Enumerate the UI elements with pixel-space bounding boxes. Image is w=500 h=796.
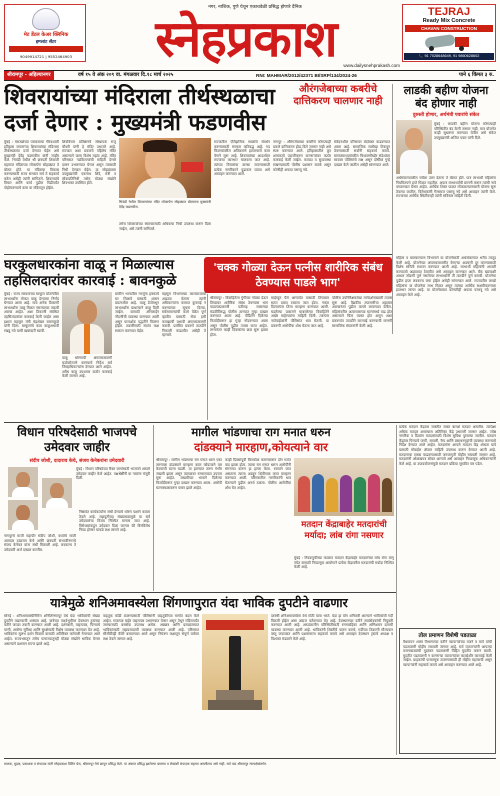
legislative-headline: विधान परिषदेसाठी भाजपचे उमेदवार जाहीर xyxy=(17,425,137,454)
side-headline: औरंगजेबाच्या कबरीचे दात्तिकरण चालणार नाही xyxy=(293,84,383,107)
second-headline-2: तहसिलदारांवर कारवाई : बावनकुळे xyxy=(4,273,177,289)
legislative-subheadline: संदीप जोशी, दादाराव केचे, संजय केनेकरांना उमेदवारी xyxy=(29,459,125,464)
yatra-headline: यात्रेमुळे शनिअमावस्येला शिंगणापुरात यंदा भाविक दुपटीने वाढणार xyxy=(50,595,348,610)
dispute-headline-1: मागील भांडणाचा राग मनात धरुन xyxy=(191,425,331,439)
dateline-issue: वर्ष १५ वे अंक २०९ वा. मंगळवार दि.१८ मार्च २०२५ xyxy=(78,72,174,78)
lead-text-col-4: राज्यातील ऐतिहासिक स्थळांचे संवर्धन करण्यासाठी सरकार कटिबद्ध आहे. गड किल्ल्यांवरील अतिक्रमणे हटवण्याचे काम वेगाने सुरू आहे. शिवरायांच्या आदर्शावर राज्याचा कारभार चालवला जात आहे. त्यांच्या विचारांचा वारसा जपण्यासाठी प्रत्येक नागरिकाने पुढाकार घ्यावा असे आवाहन करण्यात आले. xyxy=(214,140,270,177)
dateline-place: श्रीरामपूर - अहिल्यानगर xyxy=(4,71,54,80)
dispute-text-1: श्रीरामपूर : मागील भांडणाचा राग मनात धरुन एका तरुणाला दांडक्याने मारहाण करत कोयत्याने वार केल्याची घटना घडली. या हल्ल्यात तरुण गंभीर जखमी झाला असून त्याच्यावर रुग्णालयात उपचार सुरू आहेत. जखमीच्या भावाने दिलेल्या फिर्यादीवरून गुन्हा दाखल करण्यात आला. आरोपी घटनास्थळावरून पसार झाले आहेत. xyxy=(156,458,222,490)
lead-headline-2: दर्जा देणार : मुख्यमंत्री फडणवीस xyxy=(4,110,266,136)
yatra-text-1: सोनई : शनिअमावस्येनिमित्त शनिशिंगणापूर येथे यंदा भाविकांची संख्या दुपटीने वाढण्याची शक्यता आहे. यात्रेच्या पार्श्वभूमीवर देवस्थान ट्रस्टच्या वतीने जय्यत तयारी करण्यात आली आहे. दर्शनबारी, वाहनतळ, पिण्याचे पाणी, आरोग्य सुविधा आणि सुरक्षेसाठी विशेष व्यवस्था करण्यात येत आहे. भाविकांना सुलभ दर्शन मिळावे यासाठी अतिरिक्त कर्मचारी नेमण्यात आले आहेत. राज्यभरातून तसेच परराज्यातूनही मोठ्या संख्येने भाविक येणार असल्याने प्रशासन सज्ज झाले आहे. xyxy=(4,614,100,646)
candidate-photo-1 xyxy=(8,467,38,497)
crime-text-3: पोलीस उपनिरीक्षकांच्या मार्गदर्शनाखाली तपास सुरू आहे. वैद्यकीय तपासणीचा अहवाल आल्यानंतर पुढील कलमे लावण्यात येतील. महिलांवरील अत्याचाराच्या घटनांमध्ये वाढ होत असल्याने चिंता व्यक्त होत असून अशा प्रकरणांत तातडीने कारवाई करण्याची मागणी सामाजिक संघटनांनी केली आहे. xyxy=(332,296,392,328)
lead-text-col-3: तसेच शिवरायांच्या स्मारकासाठी अधिकचा निधी उपलब्ध करून दिला जाईल, असे त्यांनी सांगितले. xyxy=(119,222,211,231)
second-headline-1: घरकुलधारकांना वाळू न मिळाल्यास xyxy=(4,257,174,273)
right-text-3: महिला व बालकल्याण विभागाने या योजनेसाठी अर्थसंकल्पात भरीव तरतूद केली आहे. योजनेच्या अंमलबजावणीत येणाऱ्या अडचणी दूर करण्यासाठी विशेष समिती स्थापन करण्यात आली आहे. लाभार्थी महिलांनी आपली कागदपत्रे अद्ययावत ठेवावीत असे आवाहन करण्यात आले. बँक खात्याशी आधार जोडणी पूर्ण नसलेल्या लाभार्थ्यांनी ती तातडीने पूर्ण करावी. योजनेचा पुढील हप्ता लवकरच जमा होईल असेही सांगण्यात आले. राज्यातील लाखो महिलांना या योजनेचा लाभ मिळत असून त्यांच्या आर्थिक सक्षमीकरणाला हातभार लागत आहे. या योजनेबाबत कोणतीही अफवा पसरवू नये असे आवाहन केले आहे. xyxy=(396,256,496,297)
left-ad-title: मेट डेंटल केअर क्लिनिक xyxy=(23,32,69,38)
second-text-1: मुंबई : राज्य सरकारच्या घरकुल योजनेतील लाभार्थ्यांना मोफत वाळू देण्याचा निर्णय घेण्यात आला आहे. मात्र अनेक ठिकाणी लाभार्थ्यांना वाळू मिळत नसल्याच्या तक्रारी आल्या आहेत. अशा ठिकाणी संबंधित तहसिलदारांवर कारवाई केली जाईल असा इशारा महसूल मंत्री चंद्रशेखर बावनकुळे यांनी दिला. घरकुलांचे काम वाळूअभावी रखडू नये याची खबरदारी घ्यावी. xyxy=(4,292,59,333)
cm-photo-caption: भिवंडी येथील शिवरायांच्या मंदिर लोकार्पण सोहळ्यात बोलताना मुख्यमंत्री देवेंद्र फडणवीस. xyxy=(119,200,211,209)
dateline-rni: RNI: MAHMAR/2012/42371 BI/SRP/134/2024-26 xyxy=(256,73,357,78)
right-ad-line2: CHAVAN CONSTRUCTION xyxy=(405,25,493,32)
crime-text-2: माहेरहून पैसे आणावेत यासाठी तिच्यावर सतत दबाव टाकला जात होता. नकार दिल्यानंतर तिला मारहाण करण्यात आली. घडलेल्या प्रकाराने घाबरलेल्या विवाहितेने अखेर माहेरच्यांना माहिती दिली. त्यानंतर नातेवाईकांनी पोलिसांत धाव घेतली. या प्रकरणी आरोपींचा शोध घेतला जात आहे. xyxy=(271,296,329,328)
lead-text-col-2: शिवविचार प्रतिष्ठानचे संस्थापक राजू चौधरी यांनी हे मंदिर उभारले आहे. राज्यात अशा प्रकारचे पहिलेच मंदिर असल्याने याला विशेष महत्व आहे. मंदिर परिसरात गडकिल्ल्यांची माहिती देणारे दालन उभारण्यात येणार असून त्यासाठी निधी देण्यात येईल. या सोहळ्याला उपमुख्यमंत्री एकनाथ शिंदे, मंत्री व लोकप्रतिनिधी तसेच मोठ्या संख्येने शिवभक्त उपस्थित होते. xyxy=(62,140,116,186)
lead-text-col-1: मुंबई : मराठ्यांच्या पराक्रमाचा गौरवशाली इतिहास जपणाऱ्या शिवरायांच्या मंदिराला तीर्थस्थळाचा दर्जा देण्यात येईल असे मुख्यमंत्री देवेंद्र फडणवीस यांनी जाहीर केले. भिवंडी येथील श्री छत्रपती शिवाजी महाराज मंदिराच्या लोकार्पण सोहळ्यात ते बोलत होते. या मंदिराचा विकास करण्यासाठी राज्य सरकार सर्व ते सहकार्य करेल असेही त्यांनी सांगितले. शिवरायांचे विचार आणि कार्य पुढील पिढीपर्यंत पोहोचवण्याचे काम या मंदिरातून होईल. xyxy=(4,140,59,190)
legislative-text-2: नागपूरचे माजी महापौर संदीप जोशी, वर्ध्याचे माजी आमदार दादाराव केचे आणि छत्रपती संभाजीनगरचे संजय केनेकर यांना संधी मिळाली आहे. लवकरच ते उमेदवारी अर्ज दाखल करतील. xyxy=(4,534,76,552)
candidate-photo-2 xyxy=(8,500,38,530)
dispute-headline-2: दांडक्याने मारहाण,कोयत्याने वार xyxy=(194,440,328,454)
yatra-text-2: वाहतूक कोंडी टाळण्यासाठी पोलिसांनी वाहतुकीच्या मार्गात बदल केले आहेत. गावाच्या बाहेर वाहनतळ उभारण्यात येणार असून तेथून मंदिरापर्यंत जाण्यासाठी बससेवा उपलब्ध असेल. अन्नछत्र आणि प्रसादालयात भाविकांसाठी महाप्रसादाची व्यवस्था करण्यात आली आहे. परिसरात सीसीटीव्ही कॅमेरे बसवण्यात आले असून नियंत्रण कक्षातून संपूर्ण यात्रेवर लक्ष ठेवले जाणार आहे. xyxy=(103,614,199,641)
right-ad-brand: TEJRAJ xyxy=(427,6,471,18)
second-text-4: महसूल विभागाच्या कामकाजाचा आढावा घेताना त्यांनी अधिकाऱ्यांना कामात कुचराई न करण्याच्या सूचना दिल्या. सर्वसामान्यांची कामे वेळेत पूर्ण व्हावीत यासाठी सेवा हमी कायद्याची प्रभावी अंमलबजावणी करावी. प्रलंबित प्रकरणे तातडीने निकाली काढावीत असेही ते म्हणाले. xyxy=(162,292,206,338)
yatra-text-3: दरवर्षी शनिअमावस्येला येथे मोठी यात्रा भरते. यंदा हा योग शनिवारी आल्याने भाविकांची गर्दी विक्रमी होईल असा अंदाज वर्तवण्यात येत आहे. देवस्थानच्या वतीने स्वयंसेवकांची नियुक्ती करण्यात आली आहे. आपत्कालीन परिस्थितीसाठी रुग्णवाहिका आणि अग्निशमन दलाची व्यवस्था करण्यात आली आहे. भाविकांनी शिस्तीचे पालन करावे, गर्दीच्या ठिकाणी मौल्यवान वस्तू जपाव्यात आणि प्रशासनाला सहकार्य करावे असे आवाहन देवस्थान ट्रस्टचे अध्यक्ष व विश्वस्त मंडळाने केले आहे. xyxy=(271,614,393,641)
legislative-text-3: निष्ठावंत कार्यकर्त्यांना संधी देण्याचे धोरण पक्षाने कायम ठेवले आहे. महायुतीच्या संख्याबळामुळे या सर्व उमेदवारांचा विजय निश्चित मानला जात आहे. विरोधकांकडून उमेदवार दिला जाणार की बिनविरोध निवड होणार याकडे लक्ष लागले आहे. xyxy=(79,510,150,533)
right-ad-line1: Ready Mix Concrete xyxy=(422,18,476,24)
quote-banner-text: 'चक्क गोळ्या देऊन पत्नीस शारीरिक संबंध ठेवण्यास पाडले भाग' xyxy=(213,261,383,289)
right-text-2: अर्थसंकल्पावरील चर्चेला उत्तर देताना ते बोलत होते. पात्र लाभार्थी महिलांना नियमितपणे हप्ते मिळत राहतील. अपात्र लाभार्थ्यांची छाननी करून त्यांची नावे वगळण्यात येणार आहेत. आर्थिक शिस्त पाळत लोककल्याणकारी योजना सुरू ठेवल्या जातील, विरोधकांनी गैरसमज पसरवू नये असे आवाहन त्यांनी केले. राज्याच्या आर्थिक स्थितीवरही त्यांनी सविस्तर माहिती दिली. xyxy=(396,176,496,199)
tooth-icon xyxy=(32,8,60,30)
second-text-3: ग्रामीण भागातील गरजूंना हक्काचे घर मिळावे यासाठी शासन प्रयत्नशील आहे. वाळू डेपोमधून लाभार्थ्यांना प्राधान्याने वाळू दिली जाईल. यासाठी ऑनलाईन नोंदणीची व्यवस्था करण्यात आली असून पारदर्शक पद्धतीने वितरण होईल. तक्रारींसाठी स्वतंत्र कक्ष स्थापन करण्यात येईल. xyxy=(115,292,159,333)
right-text-1: मुंबई : लाडकी बहीण योजना कोणत्याही परिस्थितीत बंद केली जाणार नाही, मात्र योजनेत काही सुधारणा करण्यात येतील असे संकेत उपमुख्यमंत्री अजित पवार यांनी दिले. xyxy=(434,122,496,140)
left-ad-sub: इम्प्लांट सेंटर xyxy=(35,40,57,45)
dateline-pages: पाने ६ किंमत ३ रु. xyxy=(459,72,494,78)
left-ad-phone: 9049914721 | 9552464903 xyxy=(19,54,72,59)
crime-text-1: श्रीरामपूर : विवाहितेला गुंगीच्या गोळ्या देऊन तिच्यावर शारीरिक संबंध ठेवण्यास भाग पाडल्याप्रकरणी पतीसह सासरच्या मंडळींविरुद्ध पोलीस ठाण्यात गुन्हा दाखल करण्यात आला आहे. पीडितेने दिलेल्या फिर्यादीवरून हा गुन्हा नोंदवण्यात आला असून पोलीस पुढील तपास करत आहेत. लग्नानंतर काही दिवसांतच छळ सुरू झाला होता. xyxy=(210,296,268,337)
lead-headline-1: शिवरायांच्या मंदिराला तीर्थस्थळाचा xyxy=(4,84,275,110)
right-ad-phone: 📞 91 7028648649, 91 9860628602 xyxy=(404,53,494,60)
lead-text-col-5: नागपूर : औरंगजेबाच्या कबरीचे कोणत्याही प्रकारे दात्तिकरण होऊ दिले जाणार नाही असे स्पष्ट करण्यात आले. इतिहासातील क्रूर शासकाचे उदात्तीकरण करणाऱ्यांवर कठोर कारवाई केली जाईल. कायदा व सुव्यवस्था राखण्यासाठी पोलीस प्रशासन सतर्क असून कोणीही अफवा पसरवू नये. xyxy=(273,140,331,172)
notice-text: वैधमापन शास्त्र विभागाच्या वतीने व्यापाऱ्यांच्या वजने व मापे यांची पडताळणी मोहीम राबवली जाणार आहे. सर्व व्यापाऱ्यांनी आपल्या वजनकाट्यांची मुद्रांकन पडताळणी विहित मुदतीत करून घ्यावी. मुदतीत पडताळणी न करणाऱ्या व्यापाऱ्यांवर कायदेशीर कारवाई केली जाईल. ग्राहकांची फसवणूक टाळण्यासाठी ही मोहीम महत्त्वाची असून व्यापाऱ्यांनी सहकार्य करावे असे आवाहन करण्यात आले आहे. xyxy=(403,640,492,667)
notice-title: तोल प्रमाणन विशेषी पडताळा xyxy=(418,633,477,639)
website: www.dailysnehprakash.com xyxy=(343,63,400,68)
bawankule-photo xyxy=(62,292,112,354)
queue-text-2: प्रत्येक मतदान केंद्रावर जास्तीत जास्त बाराशे मतदार असतील. त्यापेक्षा अधिक मतदार असल्यास अतिरिक्त केंद्रे उभारली जाणार आहेत. ज्येष्ठ नागरिक व दिव्यांग मतदारांसाठी विशेष सुविधा पुरवल्या जातील. मतदान केंद्रांवर पिण्याचे पाणी, सावली, रॅम्प आणि प्रसाधनगृहांची व्यवस्था करण्याचे निर्देश देण्यात आले आहेत. मतदारांना आपले मतदान केंद्र शोधता यावे यासाठी मोबाईल ॲपवर माहिती उपलब्ध करून देण्यात आली आहे. मतदानाचा टक्का वाढवण्यासाठी जनजागृती मोहीम राबवली जाणार आहे. मतदारांनी ओळखपत्र सोबत आणावे असे आवाहन निवडणूक अधिकाऱ्यांनी केले आहे. या उपाययोजनांमुळे मतदान प्रक्रिया सुरळीत पार पडेल. xyxy=(399,425,496,466)
footer-imprint: मालक, मुद्रक, प्रकाशक व संपादक यांनी स्नेहप्रकाश प्रिंटिंग प्रेस, श्रीरामपूर येथे छापून प्रसिद्ध केले. या अंकात प्रसिद्ध झालेल्या बातम्या व लेखांशी संपादक सहमत असतीलच असे नाही. सर्व वाद श्रीरामपूर न्यायक्षेत्रांतर्गत. xyxy=(4,762,268,766)
dispute-text-2: काही दिवसांपूर्वी किरकोळ कारणावरून दोन गटांत वाद झाला होता. त्याचा राग मनात धरून आरोपींनी संगनमत करून हा हल्ला केला. रस्त्याने जात असताना त्याला अडवून शिवीगाळ करत मारहाण करण्यात आली. परिसरातील नागरिकांनी धाव घेतल्याने पुढील अनर्थ टळला. पोलीस आरोपींचा शोध घेत आहेत. xyxy=(225,458,291,490)
quote-banner xyxy=(204,257,392,293)
right-advert xyxy=(402,4,496,62)
queue-photo xyxy=(294,458,394,516)
queue-headline: मतदान केंद्राबाहेर मतदारांची मर्यादा; लांब रांगा नसणार xyxy=(301,520,387,541)
masthead-tagline: नगर, नाशिक, पुणे येथून एकाचवेळी प्रसिद्ध होणारे दैनिक xyxy=(208,5,302,10)
legislative-text-1: मुंबई : विधान परिषदेच्या रिक्त जागांसाठी भाजपने आपले उमेदवार जाहीर केले आहेत. पक्षश्रेष्ठींनी या नावांना मंजुरी दिली. xyxy=(76,467,150,481)
newspaper-title: स्नेहप्रकाश xyxy=(155,10,337,68)
shani-temple-photo xyxy=(202,614,268,710)
right-headline: लाडकी बहीण योजना बंद होणार नाही xyxy=(403,84,489,110)
candidate-photo-3 xyxy=(42,478,72,508)
left-advert xyxy=(4,4,86,62)
queue-text-1: मुंबई : निवडणुकीच्या काळात मतदान केंद्राबाहेर मतदारांच्या लांब रांगा लागू नयेत यासाठी निवडणूक आयोगाने प्रत्येक केंद्रावरील मतदारांची मर्यादा निश्चित केली आहे. xyxy=(294,556,394,570)
dateline-bar xyxy=(4,70,496,81)
cm-photo xyxy=(119,138,211,198)
right-subheadline: दुरुस्ती होणार, अर्थमंत्री पवारांचे संकेत xyxy=(412,113,480,118)
notice-box xyxy=(399,628,496,754)
ajit-pawar-photo xyxy=(396,120,432,174)
mixer-truck-icon xyxy=(425,34,471,50)
lead-text-col-6: संवेदनशील परिसरात बंदोबस्त वाढवण्यात आला आहे. सामाजिक सलोखा टिकवून ठेवण्यासाठी सर्वांनी सहकार्य करावे. समाजमाध्यमांवरील चिथावणीखोर संदेशांवर सायबर पोलिसांचे लक्ष असून दोषींवर गुन्हे दाखल केले जातील असेही सांगण्यात आले. xyxy=(334,140,390,167)
second-text-2: वाळू धोरणाची अंमलबजावणी काटेकोरपणे करण्याचे निर्देश सर्व जिल्हाधिकाऱ्यांना देण्यात आले आहेत. अवैध वाळू उपशावर कठोर कारवाई केली जाणार आहे. xyxy=(62,356,112,379)
